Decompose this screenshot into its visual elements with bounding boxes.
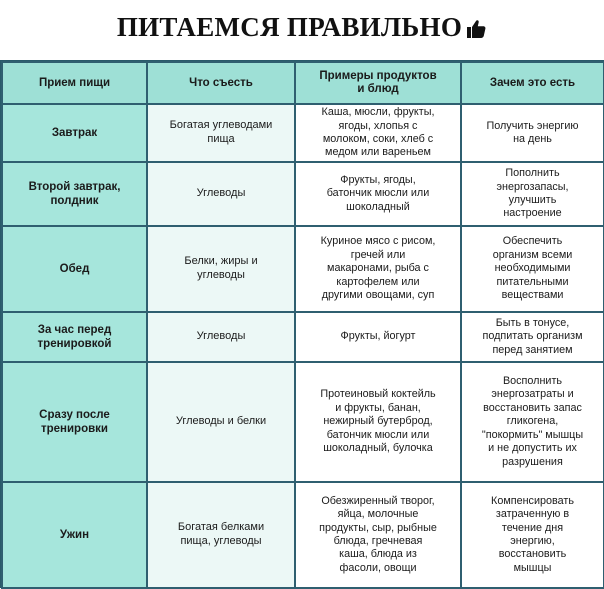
what-cell: Богатая углеводами пища <box>147 104 295 162</box>
why-cell: Быть в тонусе, подпитать организм перед занятием <box>461 312 604 362</box>
examples-cell: Фрукты, ягоды, батончик мюсли или шоколадный <box>295 162 461 226</box>
meal-cell: Обед <box>2 226 147 312</box>
table-row <box>2 226 604 312</box>
examples-cell: Каша, мюсли, фрукты, ягоды, хлопья с молоком, соки, хлеб с медом или вареньем <box>295 104 461 162</box>
meal-cell: Ужин <box>2 482 147 588</box>
thumbs-up-icon-svg <box>465 19 487 39</box>
why-cell: Компенсировать затраченную в течение дня энергию, восстановить мышцы <box>461 482 604 588</box>
why-cell: Получить энергию на день <box>461 104 604 162</box>
header-meal: Прием пищи <box>2 62 147 104</box>
table-row <box>2 362 604 482</box>
what-cell: Богатая белками пища, углеводы <box>147 482 295 588</box>
meal-cell: Сразу после тренировки <box>2 362 147 482</box>
meal-cell: Второй завтрак, полдник <box>2 162 147 226</box>
nutrition-table-frame <box>0 60 604 588</box>
page-title <box>117 12 487 45</box>
thumbs-up-icon <box>465 15 487 46</box>
examples-cell: Куриное мясо с рисом, гречей или макаронами, рыба с картофелем или другими овощами, суп <box>295 226 461 312</box>
meal-cell: Завтрак <box>2 104 147 162</box>
header-what: Что съесть <box>147 62 295 104</box>
what-cell: Белки, жиры и углеводы <box>147 226 295 312</box>
table-row <box>2 162 604 226</box>
table-row <box>2 482 604 588</box>
table-row <box>2 312 604 362</box>
title-bar <box>0 0 604 58</box>
table-row <box>2 104 604 162</box>
header-examples: Примеры продуктов и блюд <box>295 62 461 104</box>
what-cell: Углеводы <box>147 312 295 362</box>
why-cell: Пополнить энергозапасы, улучшить настроение <box>461 162 604 226</box>
table-header-row <box>2 62 604 104</box>
examples-cell: Обезжиренный творог, яйца, молочные продукты, сыр, рыбные блюда, гречневая каша, блюда из фасоли, овощи <box>295 482 461 588</box>
meal-cell: За час перед тренировкой <box>2 312 147 362</box>
why-cell: Обеспечить организм всеми необходимыми питательными веществами <box>461 226 604 312</box>
why-cell: Восполнить энергозатраты и восстановить запас гликогена, "покормить" мышцы и не допустить их разрушения <box>461 362 604 482</box>
what-cell: Углеводы <box>147 162 295 226</box>
nutrition-table <box>1 61 604 589</box>
header-why: Зачем это есть <box>461 62 604 104</box>
examples-cell: Фрукты, йогурт <box>295 312 461 362</box>
what-cell: Углеводы и белки <box>147 362 295 482</box>
examples-cell: Протеиновый коктейль и фрукты, банан, нежирный бутерброд, батончик мюсли или шоколадный, булочка <box>295 362 461 482</box>
page-title-text: ПИТАЕМСЯ ПРАВИЛЬНО <box>116 12 463 43</box>
